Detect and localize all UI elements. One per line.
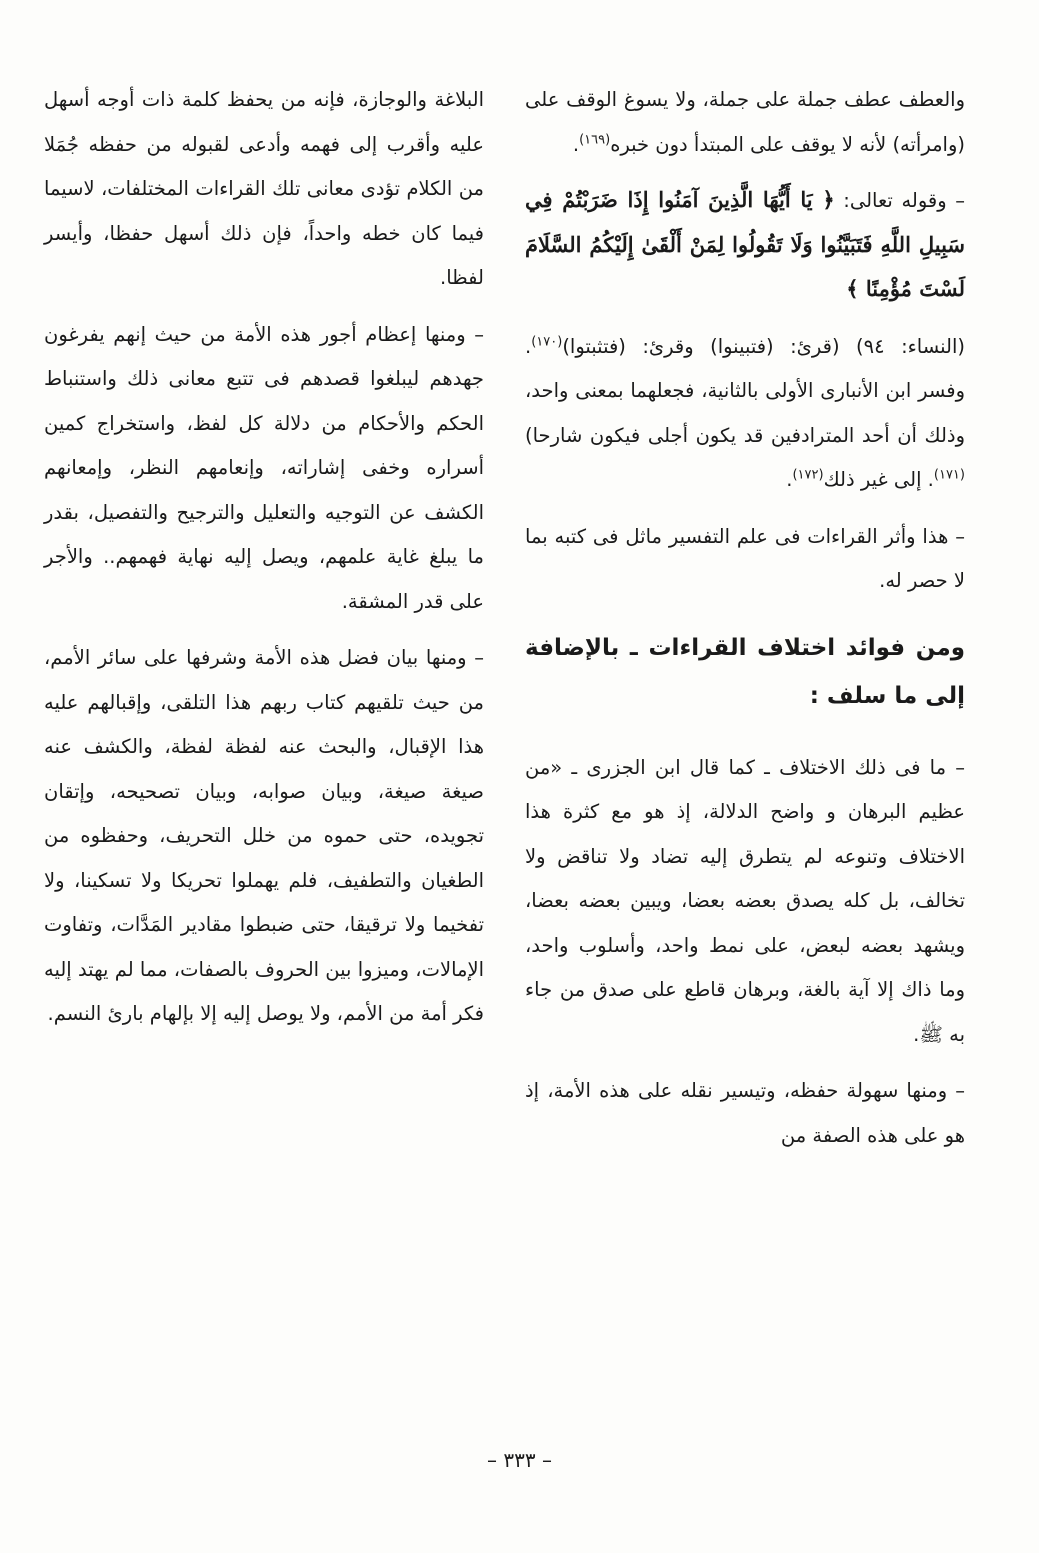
paragraph-rewards: – ومنها إعظام أجور هذه الأمة من حيث إنهم يفرغون جهدهم ليبلغوا قصدهم فى تتبع معانى ذلك واستنباط الحكم والأحكام من دلالة كل لفظ، واستخراج كمين أسراره وخفى إشاراته، وإنعامهم النظر، وإمعانهم الكشف عن التوجيه والتعليل والترجيح والتفصيل، بقدر ما يبلغ غاية علمهم، ويصل إليه نهاية فهمهم.. والأجر على قدر المشقة.: [44, 322, 484, 613]
right-column: [525, 78, 965, 1170]
footnote-marker: (١٦٩): [579, 132, 611, 147]
paragraph-conjunction: والعطف عطف جملة على جملة، ولا يسوغ الوقف على (وامرأته) لأنه لا يوقف على المبتدأ دون خبره$^{(١٦٩)}$.: [525, 88, 965, 156]
footnote-marker: (١٧٠): [531, 334, 563, 349]
paragraph-verse: [525, 179, 965, 313]
paragraph-ibn-jazari: – ما فى ذلك الاختلاف ـ كما قال ابن الجزرى ـ «من عظيم البرهان و واضح الدلالة، إذ هو مع كثرة هذا الاختلاف وتنوعه لم يتطرق إليه تضاد ولا تناقض ولا تخالف، بل كله يصدق بعضه بعضا، ويبين بعضه بعضا، ويشهد بعضه لبعض، على نمط واحد، وأسلوب واحد، وما ذاك إلا آية بالغة، وبرهان قاطع على صدق من جاء به ﷺ.: [525, 755, 965, 1046]
paragraph-text: . إلى غير ذلك: [823, 468, 934, 491]
paragraph-text: والعطف عطف جملة على جملة، ولا يسوغ الوقف على (وامرأته) لأنه لا يوقف على المبتدأ دون خبره: [525, 88, 965, 156]
page-number: – ٣٣٣ –: [487, 1448, 552, 1472]
paragraph-eloquence: البلاغة والوجازة، فإنه من يحفظ كلمة ذات أوجه أسهل عليه وأقرب إلى فهمه وأدعى لقبوله من حفظه جُمَلا من الكلام تؤدى معانى تلك القراءات المختلفات، لاسيما فيما كان خطه واحداً، فإن ذلك أسهل حفظا، وأيسر لفظا.: [44, 88, 484, 289]
section-heading: ومن فوائد اختلاف القراءات ـ بالإضافة إلى ما سلف :: [525, 634, 965, 709]
paragraph-text: (النساء: ٩٤) (قرئ: (فتبينوا) وقرئ: (فتثبتوا): [562, 334, 965, 358]
footnote-marker: (١٧١): [933, 467, 965, 483]
paragraph-virtue: – ومنها بيان فضل هذه الأمة وشرفها على سائر الأمم، من حيث تلقيهم كتاب ربهم هذا التلقى، وإقبالهم عليه هذا الإقبال، والبحث عنه لفظة لفظة، والكشف عنه صيغة صيغة، وبيان صوابه، وبيان تصحيحه، وإتقان تجويده، حتى حموه من خلل التحريف، وحفظوه من الطغيان والتطفيف، فلم يهملوا تحريكا ولا تسكينا، ولا تفخيما ولا ترقيقا، حتى ضبطوا مقادير المَدَّات، وتفاوت الإمالات، وميزوا بين الحروف بالصفات، مما لم يهتد إليه فكر أمة من الأمم، ولا يوصل إليه إلا بإلهام بارئ النسم.: [44, 646, 484, 1025]
paragraph-tafsir: – هذا وأثر القراءات فى علم التفسير ماثل فى كتبه بما لا حصر له.: [525, 524, 965, 592]
paragraph-readings: (النساء: ٩٤) (قرئ: (فتبينوا) وقرئ: (فتثبتوا)$^{(١٧٠)}$. وفسر ابن الأنبارى الأولى بالثانية، فجعلهما بمعنى واحد، وذلك أن أحد المترادفين قد يكون أجلى فيكون شارحا)$^{(١٧١)}$. إلى غير ذلك$^{(١٧٢)}$.: [525, 334, 965, 491]
quran-verse: ﴿ يَا أَيُّهَا الَّذِينَ آمَنُوا إِذَا ضَرَبْتُمْ فِي سَبِيلِ اللَّهِ فَتَبَيَّنُوا وَلَا تَقُولُوا لِمَنْ أَلْقَىٰ إِلَيْكُمُ السَّلَامَ لَسْتَ مُؤْمِنًا ﴾: [525, 187, 965, 301]
paragraph-text: . وفسر ابن الأنبارى الأولى بالثانية، فجعلهما بمعنى واحد، وذلك أن أحد المترادفين قد يكون أجلى فيكون شارحا): [525, 334, 965, 447]
footnote-marker: (١٧٢): [792, 467, 824, 483]
verse-intro: – وقوله تعالى:: [834, 189, 966, 212]
paragraph-ease: – ومنها سهولة حفظه، وتيسير نقله على هذه الأمة، إذ هو على هذه الصفة من: [525, 1079, 965, 1147]
left-column: [44, 78, 484, 1049]
